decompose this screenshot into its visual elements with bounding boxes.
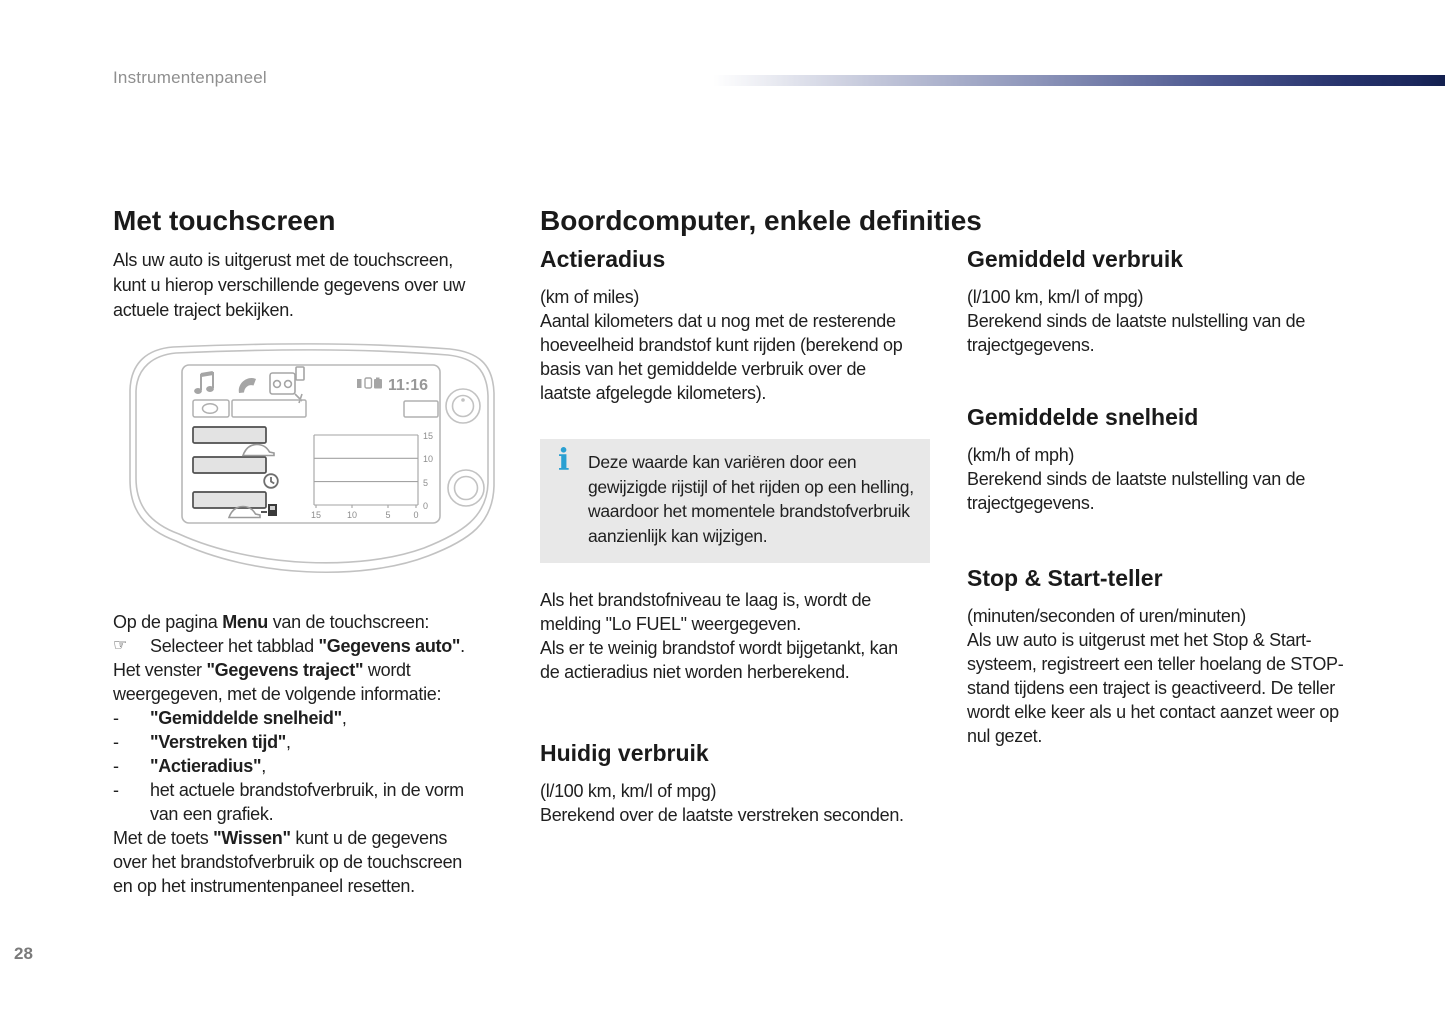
touchscreen-menu-instructions (113, 610, 481, 898)
select-step-row (113, 634, 481, 658)
stop-start-body: Als uw auto is uitgerust met het Stop & Start-systeem, registreert een teller hoelang de STOP-stand tijdens een traject is geactiveerd. De teller wordt elke keer als u het contact aanzet weer op nul gezet. (967, 630, 1344, 746)
select-step-text: Selecteer het tabblad "Gegevens auto". (150, 636, 465, 656)
huidig-verbruik-body: Berekend over de laatste verstreken seconden. (540, 805, 904, 825)
intro-line: kunt u hierop verschillende gegevens over uw (113, 275, 466, 295)
lofuel-paragraph: Als er te weinig brandstof wordt bijgetankt, kan de actieradius niet worden herberekend. (540, 638, 898, 682)
header-accent-bar (713, 75, 1445, 86)
svg-text:5: 5 (423, 478, 429, 488)
touchscreen-illustration (118, 340, 505, 597)
page-header-label: Instrumentenpaneel (113, 68, 267, 87)
list-item: - het actuele brandstofverbruik, in de vorm van een grafiek. (113, 780, 464, 824)
section-title-touchscreen: Met touchscreen (113, 205, 336, 236)
intro-line: actuele traject bekijken. (113, 300, 294, 320)
stop-start-unit: (minuten/seconden of uren/minuten) (967, 606, 1246, 626)
touchscreen-intro (113, 248, 481, 323)
page-number: 28 (14, 944, 33, 963)
actieradius-body: Aantal kilometers dat u nog met de resterende hoeveelheid brandstof kunt rijden (berekend op basis van het gemiddelde verbruik over de laatste afgelegde kilometers). (540, 311, 903, 403)
info-note-text: Deze waarde kan variëren door een gewijzigde rijstijl of het rijden op een helling, waardoor het momentele brandstofverbruik aanzienlijk kan wijzigen. (588, 452, 914, 546)
svg-text:0: 0 (413, 510, 419, 520)
svg-text:15: 15 (310, 510, 322, 520)
heading-gemiddeld-verbruik: Gemiddeld verbruik (967, 246, 1184, 272)
svg-text:5: 5 (385, 510, 391, 520)
heading-stop-start-teller: Stop & Start-teller (967, 565, 1163, 591)
heading-gemiddelde-snelheid: Gemiddelde snelheid (967, 404, 1199, 430)
svg-text:0: 0 (423, 501, 429, 511)
gemiddeld-verbruik-unit: (l/100 km, km/l of mpg) (967, 287, 1144, 307)
dashboard-drawing (118, 340, 505, 592)
info-icon: i (558, 443, 570, 478)
intro-line: Als uw auto is uitgerust met de touchscreen, (113, 250, 453, 270)
info-note (540, 439, 930, 563)
lofuel-block (540, 588, 920, 684)
gemiddelde-snelheid-unit: (km/h of mph) (967, 445, 1075, 465)
wissen-paragraph: Met de toets "Wissen" kunt u de gegevens over het brandstofverbruik op de touchscreen en op het instrumentenpaneel resetten. (113, 828, 463, 896)
gemiddelde-snelheid-body: Berekend sinds de laatste nulstelling van de trajectgegevens. (967, 469, 1306, 513)
lofuel-paragraph: Als het brandstofniveau te laag is, wordt de melding "Lo FUEL" weergegeven. (540, 590, 872, 634)
svg-text:10: 10 (346, 510, 358, 520)
screen-clock: 11:16 (388, 377, 429, 394)
list-item: - "Verstreken tijd", (113, 732, 291, 752)
venster-paragraph: Het venster "Gegevens traject" wordt weergegeven, met de volgende informatie: (113, 660, 442, 704)
volume-knob (446, 389, 480, 423)
list-item: - "Gemiddelde snelheid", (113, 708, 347, 728)
heading-actieradius: Actieradius (540, 246, 666, 272)
pointer-hand-icon: ☞ (113, 637, 128, 654)
heading-huidig-verbruik: Huidig verbruik (540, 740, 709, 766)
svg-text:10: 10 (423, 454, 434, 464)
section-title-boordcomputer: Boordcomputer, enkele definities (540, 205, 982, 236)
svg-text:15: 15 (423, 431, 434, 441)
data-buttons (193, 427, 266, 508)
actieradius-unit: (km of miles) (540, 287, 640, 307)
gemiddeld-verbruik-body: Berekend sinds de laatste nulstelling van de trajectgegevens. (967, 311, 1306, 355)
tuner-knob (448, 470, 484, 506)
list-item: - "Actieradius", (113, 756, 266, 776)
menu-paragraph: Op de pagina Menu van de touchscreen: (113, 612, 430, 632)
huidig-verbruik-unit: (l/100 km, km/l of mpg) (540, 781, 717, 801)
